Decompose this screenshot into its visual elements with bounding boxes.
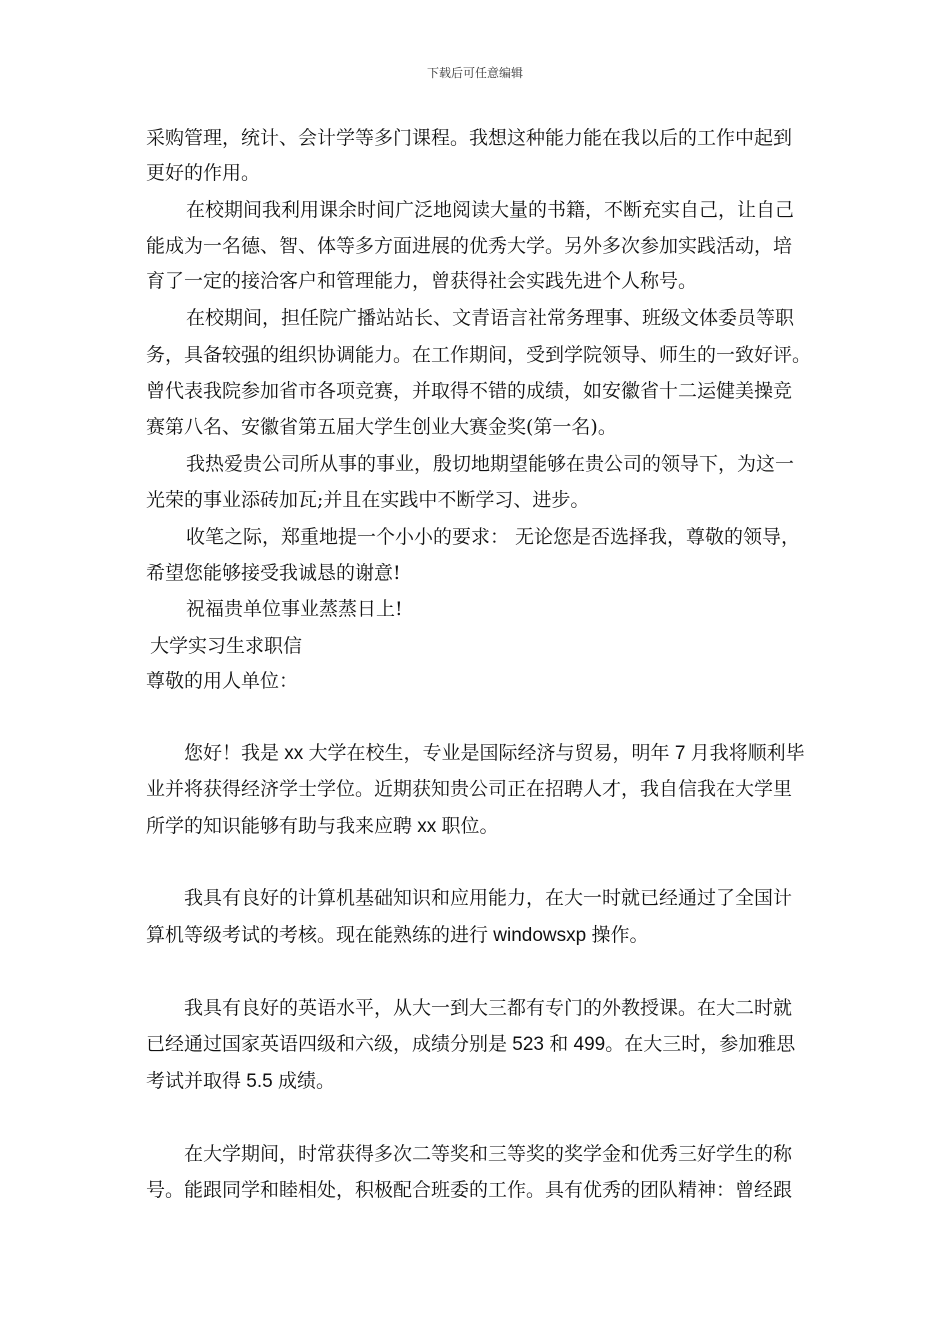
text-line: 育了一定的接洽客户和管理能力，曾获得社会实践先进个人称号。 (146, 270, 698, 292)
paragraph-first-line: 收笔之际，郑重地提一个小小的要求： 无论您是否选择我，尊敬的领导， (186, 526, 801, 548)
page-header: 下载后可任意编辑 (426, 66, 523, 80)
text-line: 考试并取得 5.5 成绩。 (146, 1071, 335, 1092)
letter-title: 大学实习生求职信 (150, 635, 303, 657)
text-line: 希望您能够接受我诚恳的谢意! (146, 562, 401, 584)
paragraph-first-line: 我热爱贵公司所从事的事业，殷切地期望能够在贵公司的领导下，为这一 (186, 453, 795, 475)
text-line: 赛第八名、安徽省第五届大学生创业大赛金奖(第一名)。 (146, 416, 617, 438)
text-line: 光荣的事业添砖加瓦;并且在实践中不断学习、进步。 (146, 489, 590, 511)
paragraph-first-line: 在校期间我利用课余时间广泛地阅读大量的书籍，不断充实自己，让自己 (186, 199, 795, 221)
paragraph-first-line: 在校期间，担任院广播站站长、文青语言社常务理事、班级文体委员等职 (186, 307, 795, 329)
text-line: 算机等级考试的考核。现在能熟练的进行 windowsxp 操作。 (146, 925, 649, 946)
text-line: 号。能跟同学和睦相处，积极配合班委的工作。具有优秀的团队精神：曾经跟 (146, 1180, 793, 1201)
text-line: 务，具备较强的组织协调能力。在工作期间，受到学院领导、师生的一致好评。 (146, 344, 812, 366)
paragraph-first-line: 我具有良好的计算机基础知识和应用能力，在大一时就已经通过了全国计 (184, 888, 793, 909)
text-line: 采购管理，统计、会计学等多门课程。我想这种能力能在我以后的工作中起到 (146, 127, 793, 149)
paragraph-first-line: 我具有良好的英语水平，从大一到大三都有专门的外教授课。在大二时就 (184, 998, 793, 1019)
text-line: 曾代表我院参加省市各项竞赛，并取得不错的成绩，如安徽省十二运健美操竞 (146, 380, 793, 402)
text-line: 已经通过国家英语四级和六级，成绩分别是 523 和 499。在大三时，参加雅思 (146, 1034, 796, 1055)
paragraph-first-line: 在大学期间，时常获得多次二等奖和三等奖的奖学金和优秀三好学生的称 (184, 1144, 793, 1165)
text-line: 所学的知识能够有助与我来应聘 xx 职位。 (146, 816, 499, 837)
paragraph-first-line: 祝福贵单位事业蒸蒸日上! (186, 598, 403, 620)
text-line: 业并将获得经济学士学位。近期获知贵公司正在招聘人才，我自信我在大学里 (146, 779, 793, 800)
salutation: 尊敬的用人单位： (146, 670, 299, 692)
text-line: 能成为一名德、智、体等多方面进展的优秀大学。另外多次参加实践活动，培 (146, 235, 793, 257)
paragraph-first-line: 您好！我是 xx 大学在校生，专业是国际经济与贸易，明年 7 月我将顺利毕 (184, 743, 805, 764)
text-line: 更好的作用。 (146, 162, 261, 184)
